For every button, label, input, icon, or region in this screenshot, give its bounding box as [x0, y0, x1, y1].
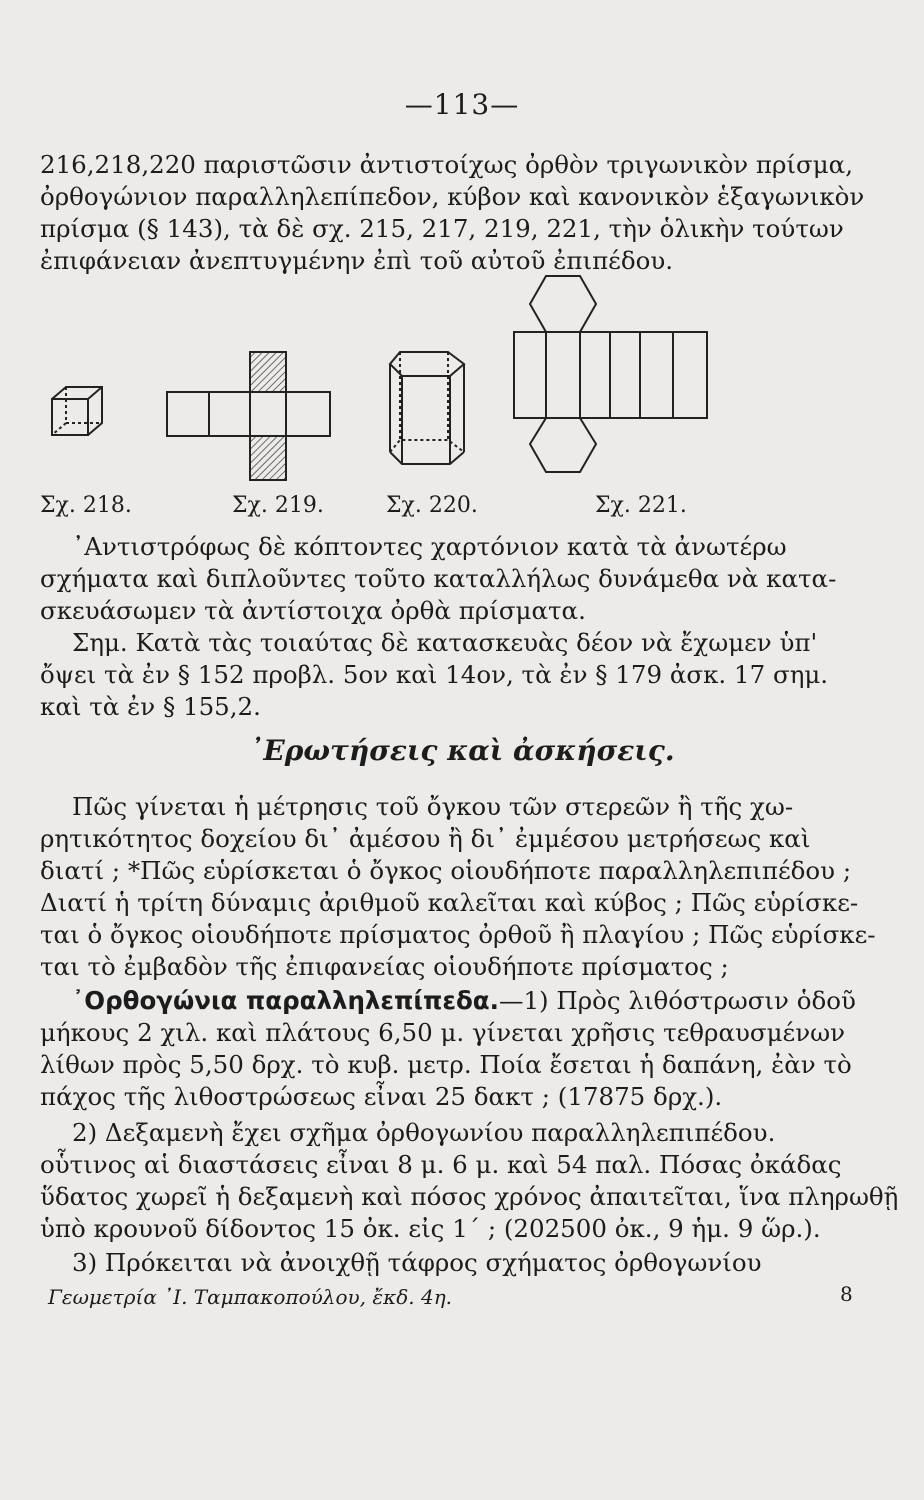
- intro-line: ἐπιφάνειαν ἀνεπτυγμένην ἐπὶ τοῦ αὐτοῦ ἐπιπέδου.: [40, 246, 674, 275]
- exercise-line: 3) Πρόκειται νὰ ἀνοιχθῇ τάφρος σχήματος ὀρθογωνίου: [72, 1248, 762, 1277]
- cube-net-icon: [165, 350, 340, 485]
- question-line: ται ὁ ὄγκος οἱουδήποτε πρίσματος ὀρθοῦ ἢ πλαγίου ; Πῶς εὑρίσκε-: [40, 920, 876, 949]
- figure-caption: Σχ. 218.: [40, 493, 132, 518]
- exercise-line: ὕδατος χωρεῖ ἡ δεξαμενὴ καὶ πόσος χρόνος ἀπαιτεῖται, ἵνα πληρωθῇ: [40, 1182, 899, 1211]
- figure-caption: Σχ. 219.: [232, 493, 324, 518]
- question-line: διατί ; *Πῶς εὑρίσκεται ὁ ὄγκος οἱουδήποτε παραλληλεπιπέδου ;: [40, 856, 852, 885]
- section-heading: ᾿Ερωτήσεις καὶ ἀσκήσεις.: [249, 734, 675, 767]
- question-line: Πῶς γίνεται ἡ μέτρησις τοῦ ὄγκου τῶν στερεῶν ἢ τῆς χω-: [72, 792, 794, 821]
- page-number: —113—: [404, 88, 520, 121]
- exercise-line: [72, 986, 924, 1016]
- body-line: σκευάσωμεν τὰ ἀντίστοιχα ὀρθὰ πρίσματα.: [40, 596, 586, 625]
- exercise-line: λίθων πρὸς 5,50 δρχ. τὸ κυβ. μετρ. Ποία ἔσεται ἡ δαπάνη, ἐὰν τὸ: [40, 1050, 852, 1079]
- cube-icon: [48, 385, 108, 445]
- intro-line: πρίσμα (§ 143), τὰ δὲ σχ. 215, 217, 219, 221, τὴν ὁλικὴν τούτων: [40, 214, 844, 243]
- exercise-line: μήκους 2 χιλ. καὶ πλάτους 6,50 μ. γίνεται χρῆσις τεθραυσμένων: [40, 1018, 846, 1047]
- question-line: Διατί ἡ τρίτη δύναμις ἀριθμοῦ καλεῖται καὶ κύβος ; Πῶς εὑρίσκε-: [40, 888, 859, 917]
- body-line: καὶ τὰ ἐν § 155,2.: [40, 692, 261, 721]
- book-footer: Γεωμετρία ᾿Ι. Ταμπακοπούλου, ἔκδ. 4η.: [48, 1285, 453, 1309]
- hexagonal-prism-net-icon: [510, 272, 715, 480]
- exercise-line: 2) Δεξαμενὴ ἔχει σχῆμα ὀρθογωνίου παραλληλεπιπέδου.: [72, 1118, 776, 1147]
- figure-caption: Σχ. 220.: [386, 493, 478, 518]
- signature-mark: 8: [840, 1282, 853, 1306]
- intro-line: 216,218,220 παριστῶσιν ἀντιστοίχως ὀρθὸν τριγωνικὸν πρίσμα,: [40, 150, 853, 179]
- figure-caption: Σχ. 221.: [595, 493, 687, 518]
- question-line: ται τὸ ἐμβαδὸν τῆς ἐπιφανείας οἱουδήποτε πρίσματος ;: [40, 952, 729, 981]
- exercise-line: πάχος τῆς λιθοστρώσεως εἶναι 25 δακτ ; (17875 δρχ.).: [40, 1082, 723, 1111]
- body-line: σχήματα καὶ διπλοῦντες τοῦτο καταλλήλως δυνάμεθα νὰ κατα-: [40, 564, 837, 593]
- body-line: ὄψει τὰ ἐν § 152 προβλ. 5ον καὶ 14ον, τὰ ἐν § 179 ἀσκ. 17 σημ.: [40, 660, 829, 689]
- exercise-line: ὑπὸ κρουνοῦ δίδοντος 15 ὀκ. εἰς 1΄ ; (202500 ὀκ., 9 ἡμ. 9 ὥρ.).: [40, 1214, 821, 1243]
- exercise-line: οὗτινος αἱ διαστάσεις εἶναι 8 μ. 6 μ. καὶ 54 παλ. Πόσας ὀκάδας: [40, 1150, 842, 1179]
- body-line: Σημ. Κατὰ τὰς τοιαύτας δὲ κατασκευὰς δέον νὰ ἔχωμεν ὑπ': [72, 628, 818, 657]
- exercise-heading: ᾿Ορθογώνια παραλληλεπίπεδα.: [72, 986, 499, 1015]
- body-line: ᾿Αντιστρόφως δὲ κόπτοντες χαρτόνιον κατὰ τὰ ἀνωτέρω: [72, 532, 787, 561]
- question-line: ρητικότητος δοχείου δι᾿ ἀμέσου ἢ δι᾿ ἐμμέσου μετρήσεως καὶ: [40, 824, 811, 853]
- exercise-text: —1) Πρὸς λιθόστρωσιν ὁδοῦ: [498, 986, 856, 1015]
- intro-line: ὀρθογώνιον παραλληλεπίπεδον, κύβον καὶ κανονικὸν ἑξαγωνικὸν: [40, 182, 865, 211]
- hexagonal-prism-icon: [388, 348, 470, 473]
